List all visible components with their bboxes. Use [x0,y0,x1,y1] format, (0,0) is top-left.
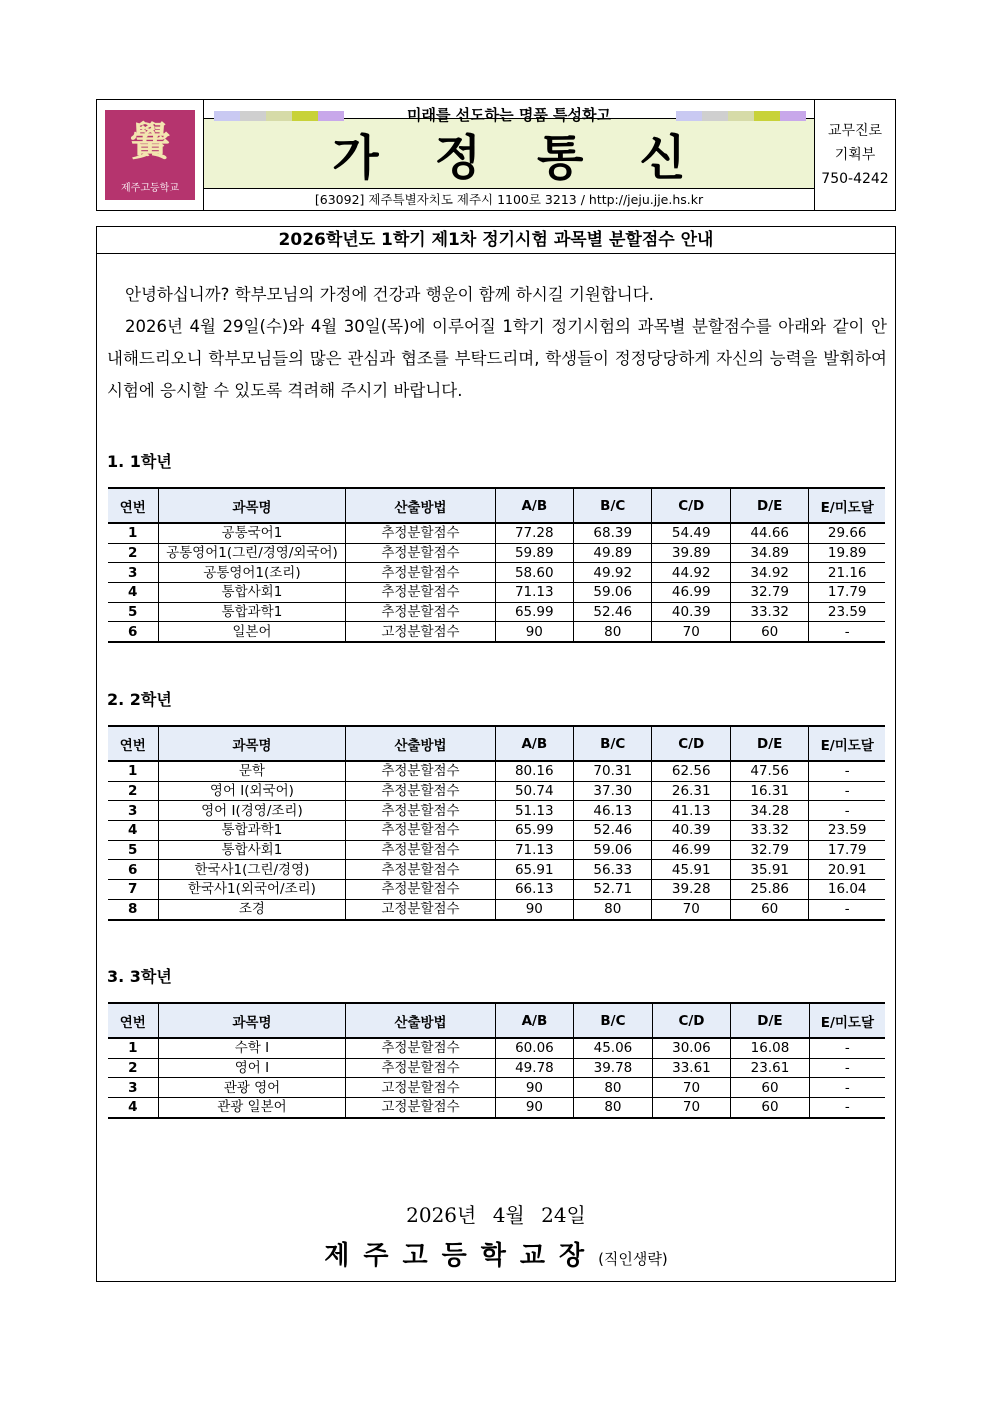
principal-name: 제주고등학교장 [324,1241,599,1271]
column-header: A/B [495,726,573,761]
color-swatches-right [676,111,806,121]
table-cell: 30.06 [652,1038,731,1058]
table-cell: 90 [495,622,573,642]
table-cell: 52.46 [574,602,652,622]
table-cell: 추정분할점수 [346,1058,495,1078]
table-header-row [108,726,885,761]
table-row [108,523,885,543]
table-cell: 추정분할점수 [346,602,495,622]
department-info [815,100,895,210]
column-header: A/B [495,488,573,523]
table-cell: 고정분할점수 [346,622,495,642]
table-cell: 80 [574,1098,653,1118]
table-cell: 관광 일본어 [158,1098,346,1118]
score-table [108,725,885,921]
score-table [108,487,885,643]
address: [63092] 제주특별자치도 제주시 1100로 3213 / http://jeju.jje.hs.kr [314,192,704,207]
table-cell: 39.28 [652,880,730,900]
table-row [108,1058,885,1078]
table-cell: 46.99 [652,583,730,603]
document-title: 2026학년도 1학기 제1차 정기시험 과목별 분할점수 안내 [97,227,895,254]
table-cell: 고정분할점수 [346,1098,495,1118]
table-cell: 49.78 [495,1058,574,1078]
table-cell: 17.79 [809,583,885,603]
table-cell: 20.91 [809,860,885,880]
table-cell: 77.28 [495,523,573,543]
table-row [108,543,885,563]
column-header: 산출방법 [346,488,495,523]
table-cell: 70 [652,622,730,642]
section-heading: 1. 1학년 [107,452,172,471]
table-cell: 59.06 [574,583,652,603]
table-cell: 6 [108,622,158,642]
table-cell: 46.13 [574,801,652,821]
signature-block [97,1235,895,1272]
logo-cell [97,100,204,210]
table-cell: 39.78 [574,1058,653,1078]
table-cell: 추정분할점수 [346,840,495,860]
table-cell: 50.74 [495,781,573,801]
table-cell: 4 [108,821,158,841]
table-cell: 80 [574,1078,653,1098]
table-cell: 추정분할점수 [346,523,495,543]
table-cell: 40.39 [652,602,730,622]
table-cell: 추정분할점수 [346,801,495,821]
table-cell: 19.89 [809,543,885,563]
table-cell: 공통영어1(그린/경영/외국어) [158,543,346,563]
table-cell: 33.32 [730,821,808,841]
table-cell: - [809,1038,885,1058]
table-cell: 추정분할점수 [346,781,495,801]
table-cell: 60.06 [495,1038,574,1058]
table-cell: 29.66 [809,523,885,543]
table-cell: 23.59 [809,821,885,841]
column-header: D/E [731,1003,810,1038]
table-cell: - [809,622,885,642]
table-cell: 80.16 [495,761,573,781]
column-header: 연번 [108,726,158,761]
table-cell: 통합사회1 [158,840,346,860]
table-cell: 4 [108,583,158,603]
column-header: 연번 [108,488,158,523]
table-cell: 65.99 [495,821,573,841]
table-cell: 영어 Ⅰ [158,1058,346,1078]
logo-glyph: 黌 [130,118,170,165]
table-cell: 60 [730,622,808,642]
column-header: D/E [730,488,808,523]
column-header: A/B [495,1003,574,1038]
table-cell: - [809,801,885,821]
table-cell: 60 [730,899,808,919]
table-cell: 90 [495,1078,574,1098]
column-header: B/C [574,1003,653,1038]
table-cell: 80 [574,899,652,919]
table-cell: 52.71 [574,880,652,900]
table-cell: 40.39 [652,821,730,841]
table-cell: 1 [108,761,158,781]
table-row [108,899,885,919]
table-cell: - [809,899,885,919]
table-cell: 일본어 [158,622,346,642]
table-cell: 추정분할점수 [346,583,495,603]
column-header: C/D [652,726,730,761]
table-cell: 65.91 [495,860,573,880]
table-cell: 2 [108,543,158,563]
table-cell: 44.66 [730,523,808,543]
notice-paragraph: 2026년 4월 29일(수)와 4월 30일(목)에 이루어질 1학기 정기시험의 과목별 분할점수를 아래와 같이 안내해드리오니 학부모님들의 많은 관심과 협조를 부탁드리며, 학생들이 정정당당하게 자신의 능력을 발휘하여 시험에 응시할 수 있도록 격려해 주시기 바랍니다. [107,317,887,400]
table-cell: 3 [108,1078,158,1098]
table-cell: 2 [108,781,158,801]
table-cell: 33.32 [730,602,808,622]
table-cell: 관광 영어 [158,1078,346,1098]
table-cell: 7 [108,880,158,900]
table-row [108,583,885,603]
issue-date: 2026년 4월 24일 [406,1203,586,1227]
column-header: E/미도달 [809,726,885,761]
table-cell: - [809,761,885,781]
table-cell: 16.08 [731,1038,810,1058]
letterhead [96,99,896,211]
score-table [108,1002,885,1119]
table-cell: 68.39 [574,523,652,543]
table-cell: 34.92 [730,563,808,583]
table-cell: 45.06 [574,1038,653,1058]
column-header: 연번 [108,1003,158,1038]
table-cell: 33.61 [652,1058,731,1078]
table-cell: 통합사회1 [158,583,346,603]
column-header: E/미도달 [809,488,885,523]
seal-note: (직인생략) [598,1250,668,1268]
dept-name: 교무진로 [827,123,883,139]
swatch [780,111,806,121]
table-cell: 25.86 [730,880,808,900]
table-cell: 추정분할점수 [346,543,495,563]
header-center [204,100,815,210]
table-row [108,1078,885,1098]
table-cell: 공통영어1(조리) [158,563,346,583]
newsletter-title: 가정통신 [332,130,742,186]
table-cell: 4 [108,1098,158,1118]
table-cell: 39.89 [652,543,730,563]
swatch [728,111,754,121]
table-cell: 35.91 [730,860,808,880]
table-cell: 5 [108,602,158,622]
table-cell: 5 [108,840,158,860]
column-header: 과목명 [158,726,346,761]
table-header-row [108,1003,885,1038]
document-body [96,226,896,1282]
column-header: E/미도달 [809,1003,885,1038]
swatch [754,111,780,121]
column-header: C/D [652,1003,731,1038]
table-cell: 51.13 [495,801,573,821]
table-row [108,840,885,860]
table-cell: 62.56 [652,761,730,781]
slogan-row [204,100,814,124]
table-cell: 34.28 [730,801,808,821]
column-header: D/E [730,726,808,761]
table-cell: 58.60 [495,563,573,583]
logo-caption: 제주고등학교 [121,183,179,194]
table-cell: 41.13 [652,801,730,821]
table-cell: - [809,1098,885,1118]
table-cell: 71.13 [495,583,573,603]
table-cell: 49.92 [574,563,652,583]
table-cell: 37.30 [574,781,652,801]
table-cell: 추정분할점수 [346,821,495,841]
column-header: B/C [574,726,652,761]
column-header: 과목명 [158,488,346,523]
table-cell: 70 [652,1098,731,1118]
table-cell: 59.89 [495,543,573,563]
table-cell: 70 [652,899,730,919]
table-cell: 65.99 [495,602,573,622]
table-row [108,1038,885,1058]
table-cell: 60 [731,1078,810,1098]
table-cell: - [809,1058,885,1078]
table-cell: 한국사1(외국어/조리) [158,880,346,900]
table-cell: 3 [108,563,158,583]
table-cell: 고정분할점수 [346,1078,495,1098]
table-cell: 공통국어1 [158,523,346,543]
greeting-paragraph: 안녕하십니까? 학부모님의 가정에 건강과 행운이 함께 하시길 기원합니다. [125,285,654,304]
table-cell: 90 [495,899,573,919]
table-cell: 16.31 [730,781,808,801]
swatch [702,111,728,121]
section-heading: 2. 2학년 [107,690,172,709]
table-cell: 52.46 [574,821,652,841]
table-cell: 2 [108,1058,158,1078]
table-cell: 추정분할점수 [346,1038,495,1058]
table-row [108,563,885,583]
table-row [108,602,885,622]
table-cell: 71.13 [495,840,573,860]
table-cell: 추정분할점수 [346,860,495,880]
table-cell: 추정분할점수 [346,761,495,781]
table-cell: 46.99 [652,840,730,860]
table-cell: 32.79 [730,583,808,603]
table-cell: 1 [108,523,158,543]
table-header-row [108,488,885,523]
table-cell: 60 [731,1098,810,1118]
table-cell: 34.89 [730,543,808,563]
table-cell: 26.31 [652,781,730,801]
table-cell: 고정분할점수 [346,899,495,919]
table-cell: 8 [108,899,158,919]
table-row [108,880,885,900]
table-cell: 23.59 [809,602,885,622]
table-cell: 한국사1(그린/경영) [158,860,346,880]
table-row [108,801,885,821]
table-cell: 17.79 [809,840,885,860]
table-cell: 49.89 [574,543,652,563]
column-header: 산출방법 [346,1003,495,1038]
column-header: C/D [652,488,730,523]
table-cell: 54.49 [652,523,730,543]
dept-sub: 기획부 [834,147,876,163]
title-row [204,119,814,189]
column-header: 과목명 [158,1003,346,1038]
table-cell: 통합과학1 [158,821,346,841]
table-cell: 영어 Ⅰ(경영/조리) [158,801,346,821]
table-row [108,761,885,781]
table-cell: - [809,781,885,801]
dept-phone: 750-4242 [821,171,889,187]
table-cell: 90 [495,1098,574,1118]
table-cell: 44.92 [652,563,730,583]
table-cell: 16.04 [809,880,885,900]
swatch [676,111,702,121]
table-cell: 1 [108,1038,158,1058]
table-cell: 56.33 [574,860,652,880]
table-cell: 영어 Ⅰ(외국어) [158,781,346,801]
section-heading: 3. 3학년 [107,967,172,986]
table-cell: 문학 [158,761,346,781]
table-cell: 23.61 [731,1058,810,1078]
table-row [108,1098,885,1118]
table-row [108,622,885,642]
table-cell: 6 [108,860,158,880]
table-cell: 조경 [158,899,346,919]
table-cell: 추정분할점수 [346,880,495,900]
table-cell: 21.16 [809,563,885,583]
table-cell: 통합과학1 [158,602,346,622]
column-header: 산출방법 [346,726,495,761]
table-cell: 70.31 [574,761,652,781]
table-row [108,860,885,880]
table-cell: 66.13 [495,880,573,900]
table-cell: 70 [652,1078,731,1098]
table-cell: 80 [574,622,652,642]
table-cell: - [809,1078,885,1098]
table-cell: 47.56 [730,761,808,781]
table-row [108,781,885,801]
slogan: 미래를 선도하는 명품 특성화고 [406,106,612,124]
table-row [108,821,885,841]
table-cell: 3 [108,801,158,821]
table-cell: 수학 Ⅰ [158,1038,346,1058]
table-cell: 45.91 [652,860,730,880]
table-cell: 59.06 [574,840,652,860]
table-cell: 32.79 [730,840,808,860]
school-logo [105,110,195,200]
column-header: B/C [574,488,652,523]
table-cell: 추정분할점수 [346,563,495,583]
